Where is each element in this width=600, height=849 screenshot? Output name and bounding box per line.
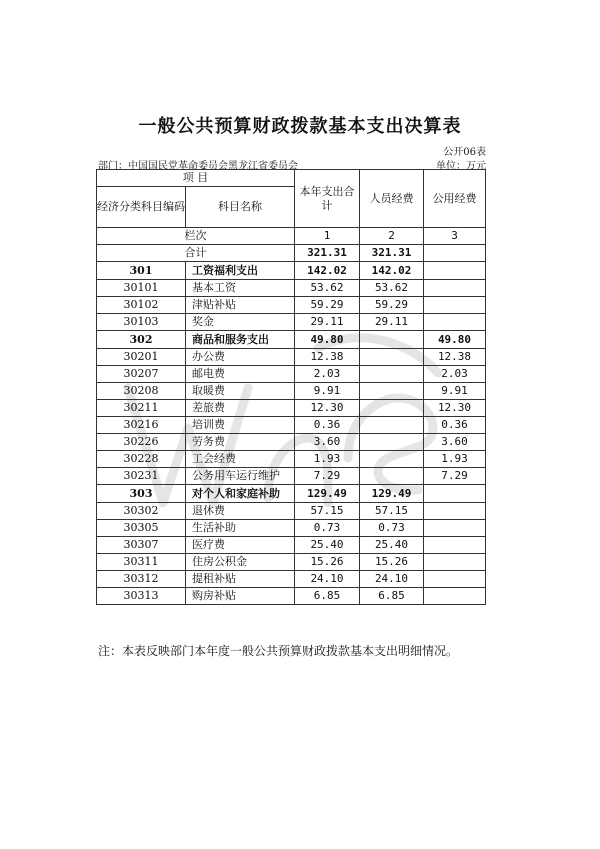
row-name: 工会经费 bbox=[186, 451, 295, 468]
row-total: 29.11 bbox=[295, 314, 360, 331]
row-personnel: 29.11 bbox=[360, 314, 424, 331]
header-public: 公用经费 bbox=[424, 170, 486, 228]
row-name: 取暖费 bbox=[186, 383, 295, 400]
row-name: 差旅费 bbox=[186, 400, 295, 417]
sum-label: 合计 bbox=[97, 245, 295, 262]
row-total: 6.85 bbox=[295, 588, 360, 605]
row-code: 301 bbox=[97, 262, 186, 280]
row-total: 57.15 bbox=[295, 503, 360, 520]
table-row bbox=[97, 434, 486, 451]
row-code: 30103 bbox=[97, 314, 186, 331]
row-total: 53.62 bbox=[295, 280, 360, 297]
row-total: 3.60 bbox=[295, 434, 360, 451]
row-personnel: 53.62 bbox=[360, 280, 424, 297]
row-personnel bbox=[360, 417, 424, 434]
table-row bbox=[97, 400, 486, 417]
row-code: 30211 bbox=[97, 400, 186, 417]
row-name: 培训费 bbox=[186, 417, 295, 434]
sum-personnel: 321.31 bbox=[360, 245, 424, 262]
header-name: 科目名称 bbox=[186, 187, 295, 228]
row-public: 7.29 bbox=[424, 468, 486, 485]
report-title: 一般公共预算财政拨款基本支出决算表 bbox=[138, 116, 462, 137]
row-personnel: 25.40 bbox=[360, 537, 424, 554]
table-row bbox=[97, 314, 486, 331]
row-public bbox=[424, 297, 486, 314]
table-row bbox=[97, 366, 486, 383]
row-public bbox=[424, 262, 486, 280]
table-row bbox=[97, 554, 486, 571]
row-code: 30302 bbox=[97, 503, 186, 520]
row-personnel: 0.73 bbox=[360, 520, 424, 537]
row-code: 30312 bbox=[97, 571, 186, 588]
row-public: 2.03 bbox=[424, 366, 486, 383]
row-personnel bbox=[360, 383, 424, 400]
table-row bbox=[97, 468, 486, 485]
header-personnel: 人员经费 bbox=[360, 170, 424, 228]
table-row bbox=[97, 588, 486, 605]
row-personnel bbox=[360, 366, 424, 383]
row-code: 30226 bbox=[97, 434, 186, 451]
row-personnel bbox=[360, 451, 424, 468]
row-name: 提租补贴 bbox=[186, 571, 295, 588]
row-code: 30307 bbox=[97, 537, 186, 554]
row-code: 30101 bbox=[97, 280, 186, 297]
row-personnel: 142.02 bbox=[360, 262, 424, 280]
row-total: 0.36 bbox=[295, 417, 360, 434]
table-row bbox=[97, 503, 486, 520]
row-code: 30201 bbox=[97, 349, 186, 366]
table-row bbox=[97, 417, 486, 434]
row-public bbox=[424, 571, 486, 588]
row-total: 12.38 bbox=[295, 349, 360, 366]
row-personnel bbox=[360, 349, 424, 366]
row-name: 退休费 bbox=[186, 503, 295, 520]
row-name: 邮电费 bbox=[186, 366, 295, 383]
row-personnel: 24.10 bbox=[360, 571, 424, 588]
table-row bbox=[97, 571, 486, 588]
row-code: 30216 bbox=[97, 417, 186, 434]
table-row bbox=[97, 485, 486, 503]
row-code: 30311 bbox=[97, 554, 186, 571]
row-code: 30231 bbox=[97, 468, 186, 485]
row-name: 对个人和家庭补助 bbox=[186, 485, 295, 503]
row-public bbox=[424, 314, 486, 331]
lane-1: 1 bbox=[295, 228, 360, 245]
row-total: 59.29 bbox=[295, 297, 360, 314]
table-row bbox=[97, 349, 486, 366]
row-personnel: 15.26 bbox=[360, 554, 424, 571]
row-name: 基本工资 bbox=[186, 280, 295, 297]
row-total: 49.80 bbox=[295, 331, 360, 349]
header-item: 项 目 bbox=[97, 170, 295, 187]
row-personnel bbox=[360, 331, 424, 349]
row-personnel: 6.85 bbox=[360, 588, 424, 605]
row-public: 1.93 bbox=[424, 451, 486, 468]
row-code: 30305 bbox=[97, 520, 186, 537]
row-public: 9.91 bbox=[424, 383, 486, 400]
row-personnel bbox=[360, 468, 424, 485]
row-public bbox=[424, 537, 486, 554]
header-code: 经济分类科目编码 bbox=[97, 187, 186, 228]
row-personnel: 129.49 bbox=[360, 485, 424, 503]
row-total: 7.29 bbox=[295, 468, 360, 485]
row-total: 25.40 bbox=[295, 537, 360, 554]
row-name: 津贴补贴 bbox=[186, 297, 295, 314]
row-code: 30228 bbox=[97, 451, 186, 468]
table-row bbox=[97, 262, 486, 280]
row-name: 劳务费 bbox=[186, 434, 295, 451]
row-total: 0.73 bbox=[295, 520, 360, 537]
row-public bbox=[424, 485, 486, 503]
row-name: 公务用车运行维护 bbox=[186, 468, 295, 485]
table-row bbox=[97, 537, 486, 554]
row-total: 15.26 bbox=[295, 554, 360, 571]
department-label: 部门：中国国民党革命委员会黑龙江省委员会 bbox=[98, 161, 298, 172]
row-public bbox=[424, 520, 486, 537]
form-number: 公开06表 bbox=[443, 147, 486, 158]
lane-3: 3 bbox=[424, 228, 486, 245]
row-code: 30313 bbox=[97, 588, 186, 605]
row-code: 30207 bbox=[97, 366, 186, 383]
header-total: 本年支出合计 bbox=[295, 170, 360, 228]
row-name: 生活补助 bbox=[186, 520, 295, 537]
row-total: 129.49 bbox=[295, 485, 360, 503]
row-name: 商品和服务支出 bbox=[186, 331, 295, 349]
row-total: 142.02 bbox=[295, 262, 360, 280]
row-public: 3.60 bbox=[424, 434, 486, 451]
table-row bbox=[97, 451, 486, 468]
row-total: 1.93 bbox=[295, 451, 360, 468]
row-code: 303 bbox=[97, 485, 186, 503]
row-public bbox=[424, 588, 486, 605]
row-code: 302 bbox=[97, 331, 186, 349]
row-personnel: 59.29 bbox=[360, 297, 424, 314]
table-row bbox=[97, 297, 486, 314]
table-row bbox=[97, 331, 486, 349]
row-public bbox=[424, 554, 486, 571]
table-row bbox=[97, 280, 486, 297]
lane-label: 栏次 bbox=[97, 228, 295, 245]
row-personnel: 57.15 bbox=[360, 503, 424, 520]
row-name: 购房补贴 bbox=[186, 588, 295, 605]
row-name: 奖金 bbox=[186, 314, 295, 331]
row-name: 工资福利支出 bbox=[186, 262, 295, 280]
row-total: 9.91 bbox=[295, 383, 360, 400]
row-total: 2.03 bbox=[295, 366, 360, 383]
sum-total: 321.31 bbox=[295, 245, 360, 262]
row-name: 办公费 bbox=[186, 349, 295, 366]
sum-public bbox=[424, 245, 486, 262]
row-personnel bbox=[360, 434, 424, 451]
row-public bbox=[424, 280, 486, 297]
row-public: 0.36 bbox=[424, 417, 486, 434]
row-name: 住房公积金 bbox=[186, 554, 295, 571]
row-personnel bbox=[360, 400, 424, 417]
row-public: 12.38 bbox=[424, 349, 486, 366]
row-public: 12.30 bbox=[424, 400, 486, 417]
footnote: 注：本表反映部门本年度一般公共预算财政拨款基本支出明细情况。 bbox=[98, 644, 459, 658]
row-code: 30102 bbox=[97, 297, 186, 314]
row-name: 医疗费 bbox=[186, 537, 295, 554]
row-public bbox=[424, 503, 486, 520]
row-public: 49.80 bbox=[424, 331, 486, 349]
lane-2: 2 bbox=[360, 228, 424, 245]
row-total: 12.30 bbox=[295, 400, 360, 417]
row-total: 24.10 bbox=[295, 571, 360, 588]
table-row bbox=[97, 383, 486, 400]
table-row bbox=[97, 520, 486, 537]
budget-table bbox=[96, 169, 486, 605]
row-code: 30208 bbox=[97, 383, 186, 400]
unit-label: 单位：万元 bbox=[436, 161, 486, 172]
table-body bbox=[97, 262, 486, 605]
